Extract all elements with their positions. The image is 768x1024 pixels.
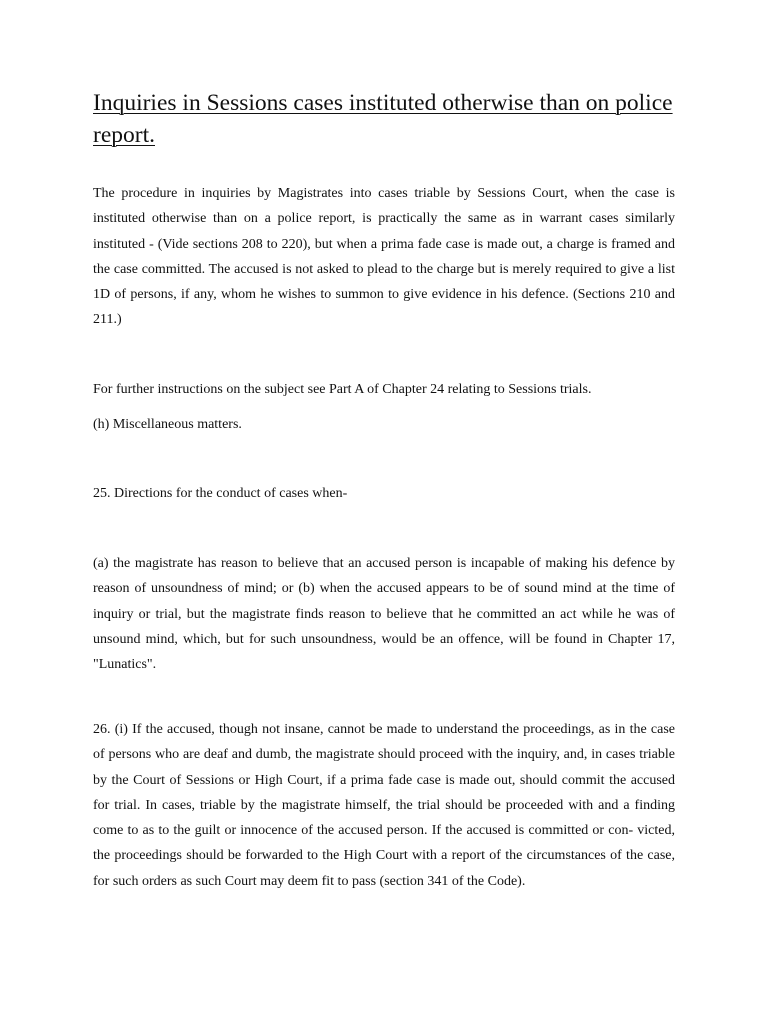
document-heading: Inquiries in Sessions cases instituted otherwise than on police report. — [93, 90, 673, 148]
paragraph-procedure: The procedure in inquiries by Magistrates into cases triable by Sessions Court, when the case is instituted otherwise than on a police report, is practically the same as in warrant cases similarly instituted - (Vide sections 208 to 220), but when a prima fade case is made out, a charge is framed and the case committed. The accused is not asked to plead to the charge but is merely required to give a list 1D of persons, if any, whom he wishes to summon to give evidence in his defence. (Sections 210 and 211.) — [93, 186, 675, 328]
paragraph-section-26: 26. (i) If the accused, though not insane, cannot be made to understand the proceedings, as in the case of persons who are deaf and dumb, the magistrate should proceed with the inquiry, and, in cases triable by the Court of Sessions or High Court, if a prima fade case is made out, should commit the accused for trial. In cases, triable by the magistrate himself, the trial should be proceeded with and a finding come to as to the guilt or innocence of the accused person. If the accused is committed or con- victed, the proceedings should be forwarded to the High Court with a report of the circumstances of the case, for such orders as such Court may deem fit to pass (section 341 of the Code). — [93, 722, 675, 889]
paragraph-further-instructions: For further instructions on the subject see Part A of Chapter 24 relating to Sessions trials. — [93, 382, 592, 397]
paragraph-section-25: 25. Directions for the conduct of cases when- — [93, 486, 348, 501]
paragraph-unsoundness-of-mind: (a) the magistrate has reason to believe that an accused person is incapable of making his defence by reason of unsoundness of mind; or (b) when the accused appears to be of sound mind at the time of inquiry or trial, but the magistrate finds reason to believe that he committed an act while he was of unsound mind, which, but for such unsoundness, would be an offence, will be found in Chapter 17, "Lunatics". — [93, 556, 675, 673]
paragraph-miscellaneous-matters: (h) Miscellaneous matters. — [93, 417, 242, 432]
